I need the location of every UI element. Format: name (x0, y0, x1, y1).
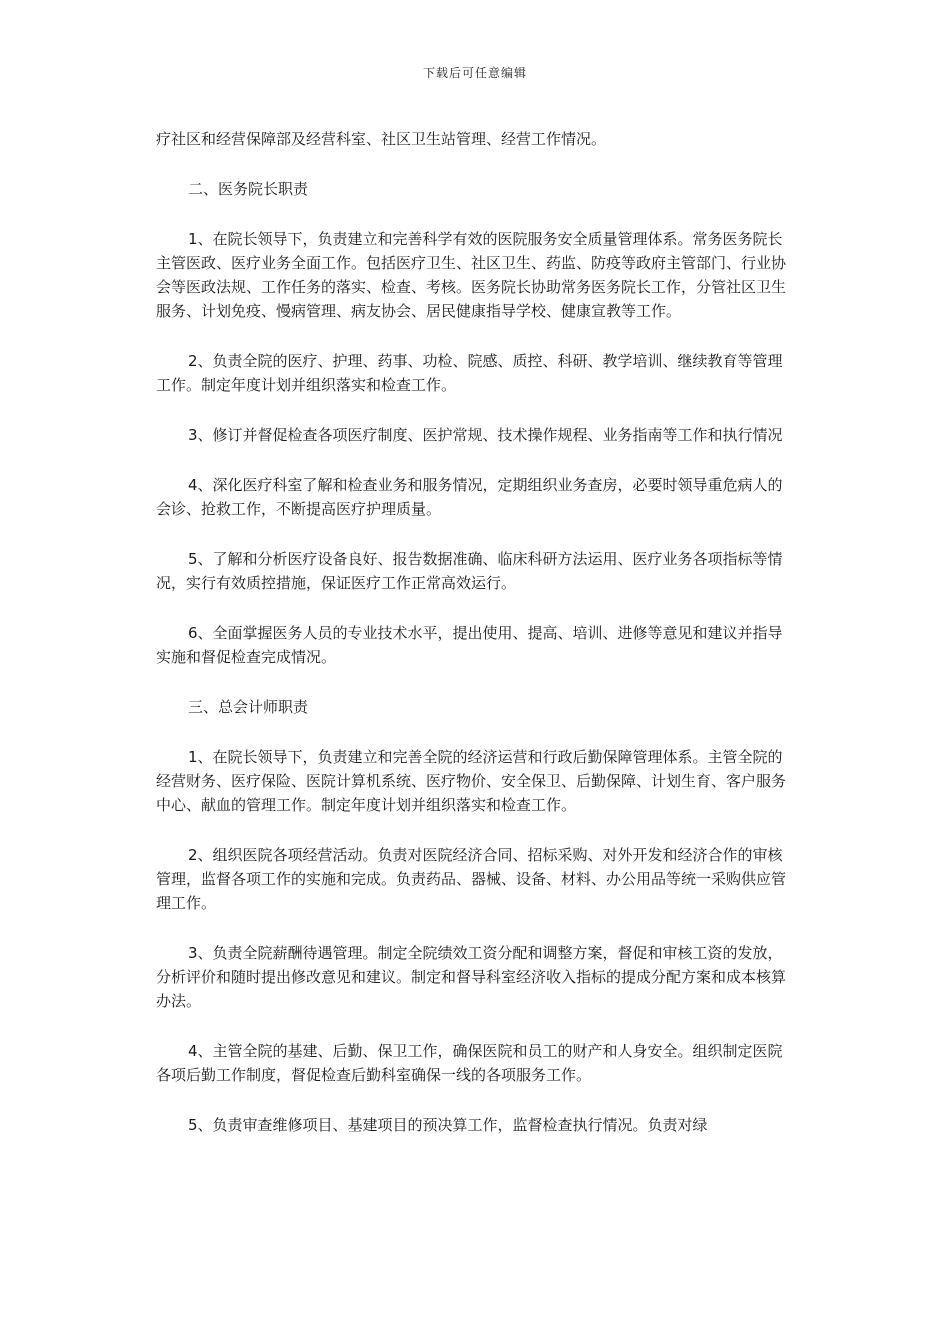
section3-item-3: 3、负责全院薪酬待遇管理。制定全院绩效工资分配和调整方案，督促和审核工资的发放，分析评价和随时提出修改意见和建议。制定和督导科室经济收入指标的提成分配方案和成本核算办法。 (156, 944, 787, 1010)
section2-item-6: 6、全面掌握医务人员的专业技术水平，提出使用、提高、培训、进修等意见和建议并指导实施和督促检查完成情况。 (156, 624, 783, 666)
section2-item-2: 2、负责全院的医疗、护理、药事、功检、院感、质控、科研、教学培训、继续教育等管理工作。制定年度计划并组织落实和检查工作。 (156, 352, 783, 394)
section3-item-4: 4、主管全院的基建、后勤、保卫工作，确保医院和员工的财产和人身安全。组织制定医院各项后勤工作制度，督促检查后勤科室确保一线的各项服务工作。 (156, 1042, 783, 1084)
section-heading-chief-accountant: 三、总会计师职责 (188, 698, 309, 716)
section3-item-2: 2、组织医院各项经营活动。负责对医院经济合同、招标采购、对外开发和经济合作的审核管理，监督各项工作的实施和完成。负责药品、器械、设备、材料、办公用品等统一采购供应管理工作。 (156, 846, 787, 912)
section2-item-5: 5、了解和分析医疗设备良好、报告数据准确、临床科研方法运用、医疗业务各项指标等情况，实行有效质控措施，保证医疗工作正常高效运行。 (156, 550, 783, 592)
section3-item-5: 5、负责审查维修项目、基建项目的预决算工作，监督检查执行情况。负责对绿 (188, 1116, 708, 1134)
section2-item-1: 1、在院长领导下，负责建立和完善科学有效的医院服务安全质量管理体系。常务医务院长主管医政、医疗业务全面工作。包括医疗卫生、社区卫生、药监、防疫等政府主管部门、行业协会等医政法规、工作任务的落实、检查、考核。医务院长协助常务医务院长工作，分管社区卫生服务、计划免疫、慢病管理、病友协会、居民健康指导学校、健康宣教等工作。 (156, 230, 787, 320)
section3-item-1: 1、在院长领导下，负责建立和完善全院的经济运营和行政后勤保障管理体系。主管全院的经营财务、医疗保险、医院计算机系统、医疗物价、安全保卫、后勤保障、计划生育、客户服务中心、献血的管理工作。制定年度计划并组织落实和检查工作。 (156, 748, 787, 814)
section2-item-4: 4、深化医疗科室了解和检查业务和服务情况，定期组织业务查房，必要时领导重危病人的会诊、抢救工作，不断提高医疗护理质量。 (156, 476, 783, 518)
intro-paragraph: 疗社区和经营保障部及经营科室、社区卫生站管理、经营工作情况。 (156, 130, 607, 148)
document-body (156, 127, 796, 1163)
page-header-note: 下载后可任意编辑 (422, 66, 527, 80)
section2-item-3: 3、修订并督促检查各项医疗制度、医护常规、技术操作规程、业务指南等工作和执行情况 (188, 426, 783, 444)
section-heading-medical-director: 二、医务院长职责 (188, 180, 309, 198)
